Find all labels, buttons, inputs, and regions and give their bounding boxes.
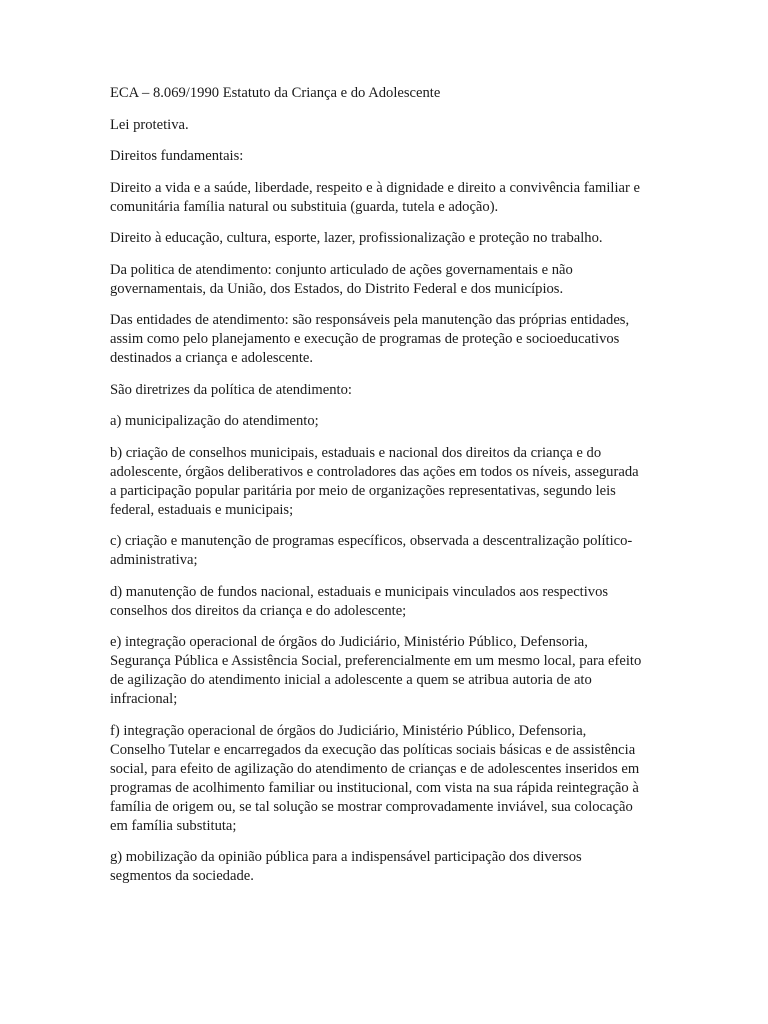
list-item-d: d) manutenção de fundos nacional, estaduais e municipais vinculados aos respectivos conselhos dos direitos da criança e do adolescente; <box>110 583 609 619</box>
paragraph-diretrizes-heading: São diretrizes da política de atendimento: <box>110 381 352 398</box>
paragraph-entidades-atendimento: Das entidades de atendimento: são responsáveis pela manutenção das próprias entidades, assim como pelo planejamento e execução de programas de proteção e socioeducativos destinados a criança e adolescente. <box>110 312 630 366</box>
list-item-c: c) criação e manutenção de programas específicos, observada a descentralização político-administrativa; <box>110 533 633 568</box>
list-item-b: b) criação de conselhos municipais, estaduais e nacional dos direitos da criança e do adolescente, órgãos deliberativos e controladores das ações em todos os níveis, assegurada a participação popular paritária por meio de organizações representativas, segundo leis federal, estaduais e municipais; <box>110 444 639 518</box>
list-item-a: a) municipalização do atendimento; <box>110 413 319 429</box>
paragraph-direitos-fundamentais: Direitos fundamentais: <box>110 148 244 164</box>
paragraph-lei-protetiva: Lei protetiva. <box>110 116 189 133</box>
paragraph-politica-atendimento: Da politica de atendimento: conjunto articulado de ações governamentais e não governamentais, da União, dos Estados, do Distrito Federal e dos municípios. <box>110 261 573 297</box>
list-item-g: g) mobilização da opinião pública para a indispensável participação dos diversos segmentos da sociedade. <box>110 849 582 884</box>
document-title: ECA – 8.069/1990 Estatuto da Criança e do Adolescente <box>110 85 441 101</box>
paragraph-direito-educacao: Direito à educação, cultura, esporte, lazer, profissionalização e proteção no trabalho. <box>110 230 603 246</box>
list-item-f: f) integração operacional de órgãos do Judiciário, Ministério Público, Defensoria, Conselho Tutelar e encarregados da execução das políticas sociais básicas e de assistência social, para efeito de agilização do atendimento de crianças e de adolescentes inseridos em programas de acolhimento familiar ou institucional, com vista na sua rápida reintegração à família de origem ou, se tal solução se mostrar comprovadamente inviável, sua colocação em família substituta; <box>110 722 640 834</box>
list-item-e: e) integração operacional de órgãos do Judiciário, Ministério Público, Defensoria, Segurança Pública e Assistência Social, preferencialmente em um mesmo local, para efeito de agilização do atendimento inicial a adolescente a quem se atribua autoria de ato infracional; <box>110 634 642 707</box>
document-body <box>110 84 645 899</box>
paragraph-direito-vida: Direito a vida e a saúde, liberdade, respeito e à dignidade e direito a convivência familiar e comunitária família natural ou substituia (guarda, tutela e adoção). <box>110 179 641 215</box>
